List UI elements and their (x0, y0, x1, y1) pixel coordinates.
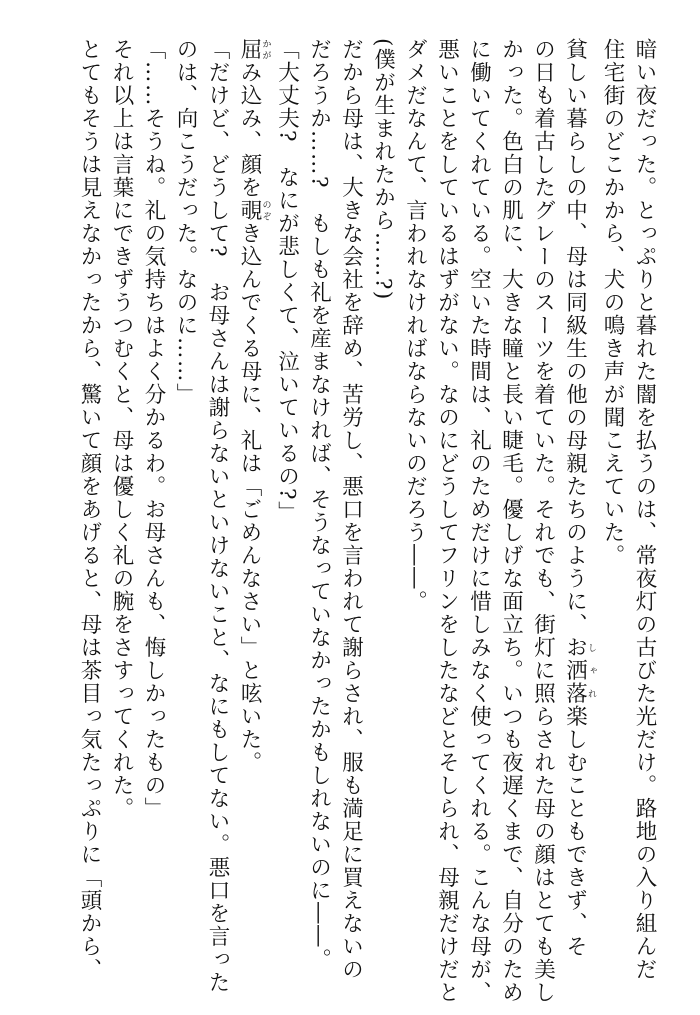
vertical-text-body (73, 38, 660, 1004)
text-line (559, 38, 597, 978)
text-line: に働いてくれている。空いた時間は、礼のためだけに惜しみなく使ってくれる。こんな母が、 (466, 38, 492, 1004)
text-line (233, 38, 271, 978)
furigana-nozoki (237, 199, 271, 222)
text-line: ダメだなんて、言われなければならないのだろう――。 (402, 38, 428, 613)
furigana-osharE (562, 636, 596, 705)
text-line: (僕が生まれたから……?) (370, 38, 396, 301)
text-fragment: き込んでくる母に、礼は「ごめんなさい」と呟いた。 (237, 222, 262, 774)
text-line: 「大丈夫? なにが悲しくて、泣いているの?」 (274, 38, 300, 525)
ruby-reading: のぞ (260, 199, 271, 222)
ruby-reading: かが (260, 38, 271, 61)
text-fragment: 貧しい暮らしの中、母は同級生の他の母親たちのように、 (562, 38, 588, 636)
ruby-reading: しゃれ (586, 636, 596, 705)
text-line: のは、向こうだった。なのに……」 (173, 38, 198, 406)
text-line: だから母は、大きな会社を辞め、苦労し、悪口を言われて謝らされ、服も満足に買えないの (338, 38, 364, 981)
text-line: 悪いことをしているはずがない。なのにどうしてフリンをしたなどとそしられ、母親だけだと (434, 38, 460, 1004)
text-fragment: み込み、顔を (237, 61, 262, 199)
text-fragment: 楽しむこともできず、そ (562, 705, 588, 958)
text-line: 「だけど、どうして? お母さんは謝らないといけないこと、なにもしてない。悪口を言った (205, 38, 230, 995)
ruby-base: 屈 (237, 38, 262, 61)
text-line: それ以上は言葉にできずうつむくと、母は優しく礼の腕をさすってくれた。 (109, 38, 134, 820)
text-line: だろうか……? もしも礼を産まなければ、そうなっていなかったかもしれないのに――。 (306, 38, 332, 972)
ruby-base: 覗 (237, 199, 262, 222)
furigana-kagami (237, 38, 271, 61)
text-line: 住宅街のどこかから、犬の鳴き声が聞こえていた。 (600, 38, 625, 567)
text-line: の日も着古したグレーのスーツを着ていた。それでも、街灯に照らされた母の顔はとても美し (530, 38, 556, 1004)
text-line: 「……そうね。礼の気持ちはよく分かるわ。お母さんも、悔しかったもの」 (141, 38, 166, 820)
text-line: 暗い夜だった。とっぷりと暮れた闇を払うのは、常夜灯の古びた光だけ。路地の入り組んだ (632, 38, 657, 981)
text-line: とてもそうは見えなかったから、驚いて顔をあげると、母は茶目っ気たっぷりに「頭から、 (77, 38, 102, 981)
ruby-base: お洒落 (562, 636, 588, 705)
text-line: かった。色白の肌に、大きな瞳と長い睫毛。優しげな面立ち。いつも夜遅くまで、自分のため (498, 38, 524, 1004)
